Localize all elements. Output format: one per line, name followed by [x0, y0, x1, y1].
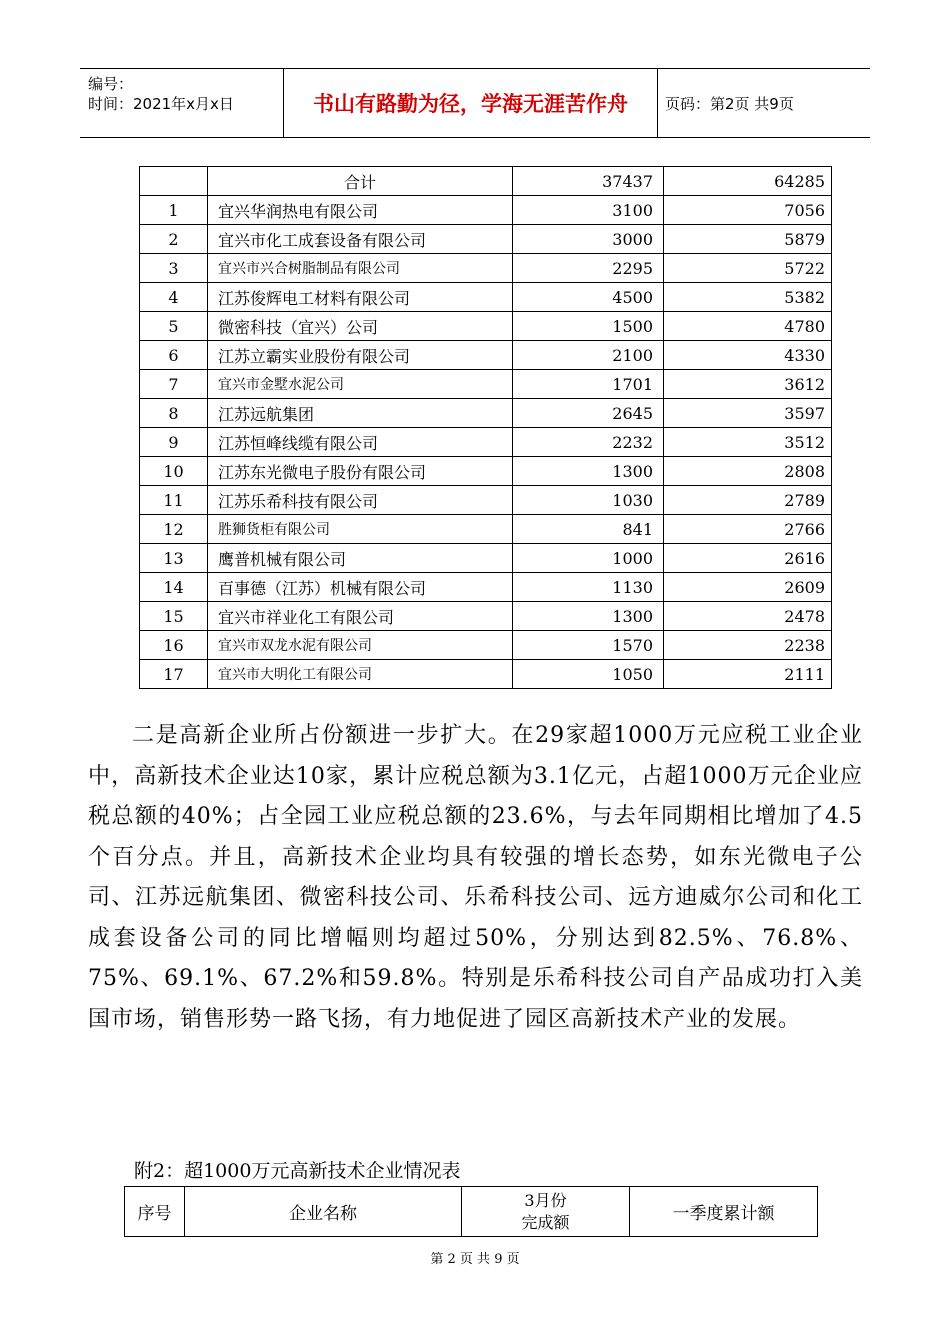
table-row: [140, 341, 832, 370]
table-row: [140, 515, 832, 544]
header-motto: 书山有路勤为径，学海无涯苦作舟: [283, 69, 658, 137]
company-name: 鹰普机械有限公司: [208, 544, 513, 573]
table-row: [140, 544, 832, 573]
company-name: 宜兴市双龙水泥有限公司: [208, 631, 513, 660]
row-number: 8: [140, 399, 208, 428]
value-col2: 1701: [513, 370, 664, 399]
row-number: 2: [140, 225, 208, 254]
value-col2: 1030: [513, 486, 664, 515]
company-name: 宜兴市化工成套设备有限公司: [208, 225, 513, 254]
value-col3: 2238: [664, 631, 832, 660]
company-name: 宜兴市大明化工有限公司: [208, 660, 513, 689]
table-row: [140, 312, 832, 341]
body-paragraph: [88, 716, 863, 1040]
value-col2: 1300: [513, 457, 664, 486]
row-number: 1: [140, 196, 208, 225]
header-number: 编号：: [88, 75, 134, 93]
row-number: 4: [140, 283, 208, 312]
company-name: 江苏远航集团: [208, 399, 513, 428]
value-col3: 2789: [664, 486, 832, 515]
row-number: 7: [140, 370, 208, 399]
company-tax-table: [139, 166, 832, 689]
table-row: [140, 457, 832, 486]
table-row: [140, 486, 832, 515]
value-col2: 2295: [513, 254, 664, 283]
value-col2: 2100: [513, 341, 664, 370]
value-col3: 2766: [664, 515, 832, 544]
value-col3: 2616: [664, 544, 832, 573]
company-name: 宜兴市金墅水泥公司: [208, 370, 513, 399]
table-row: [140, 225, 832, 254]
appendix-col-month-line2: 完成额: [521, 1212, 570, 1232]
company-name: 江苏立霸实业股份有限公司: [208, 341, 513, 370]
company-name: 百事德（江苏）机械有限公司: [208, 573, 513, 602]
value-col3: 4780: [664, 312, 832, 341]
row-number: 10: [140, 457, 208, 486]
company-name: 宜兴华润热电有限公司: [208, 196, 513, 225]
value-col3: 7056: [664, 196, 832, 225]
value-col2: 1050: [513, 660, 664, 689]
row-number: 9: [140, 428, 208, 457]
row-number: 16: [140, 631, 208, 660]
value-col2: 1500: [513, 312, 664, 341]
table-row: [140, 283, 832, 312]
row-number: 3: [140, 254, 208, 283]
appendix-caption: 附2：超1000万元高新技术企业情况表: [134, 1160, 461, 1182]
row-number: 13: [140, 544, 208, 573]
value-col2: 2645: [513, 399, 664, 428]
page-header: [80, 68, 870, 138]
appendix-col-quarter: 一季度累计额: [630, 1187, 818, 1237]
table-row: [140, 399, 832, 428]
row-number: 14: [140, 573, 208, 602]
value-col3: 4330: [664, 341, 832, 370]
total-col3: 64285: [664, 167, 832, 196]
value-col2: 3000: [513, 225, 664, 254]
value-col3: 5879: [664, 225, 832, 254]
value-col3: 2808: [664, 457, 832, 486]
company-name: 胜狮货柜有限公司: [208, 515, 513, 544]
table-row: [140, 573, 832, 602]
table-row: [140, 428, 832, 457]
appendix-col-name: 企业名称: [185, 1187, 462, 1237]
total-label: 合计: [208, 167, 513, 196]
row-number: 6: [140, 341, 208, 370]
page-footer: 第 2 页 共 9 页: [430, 1252, 520, 1267]
total-col2: 37437: [513, 167, 664, 196]
value-col2: 1570: [513, 631, 664, 660]
header-time: 时间：2021年x月x日: [88, 95, 234, 113]
table-row: [140, 602, 832, 631]
paragraph-text: 二是高新企业所占份额进一步扩大。在29家超1000万元应税工业企业中，高新技术企业达10家，累计应税总额为3.1亿元，占超1000万元企业应税总额的40%；占全园工业应税总额的23.6%，与去年同期相比增加了4.5个百分点。并且，高新技术企业均具有较强的增长态势，如东光微电子公司、江苏远航集团、微密科技公司、乐希科技公司、远方迪威尔公司和化工成套设备公司的同比增幅则均超过50%，分别达到82.5%、76.8%、75%、69.1%、67.2%和59.8%。特别是乐希科技公司自产品成功打入美国市场，销售形势一路飞扬，有力地促进了园区高新技术产业的发展。: [88, 723, 863, 1032]
company-name: 微密科技（宜兴）公司: [208, 312, 513, 341]
value-col2: 1130: [513, 573, 664, 602]
appendix-col-month-line1: 3月份: [524, 1190, 567, 1210]
appendix-header-row: [125, 1187, 818, 1237]
company-name: 江苏俊辉电工材料有限公司: [208, 283, 513, 312]
row-number: 12: [140, 515, 208, 544]
table-total-row: [140, 167, 832, 196]
table-row: [140, 370, 832, 399]
company-name: 江苏东光微电子股份有限公司: [208, 457, 513, 486]
value-col2: 3100: [513, 196, 664, 225]
value-col3: 5382: [664, 283, 832, 312]
appendix-col-month: [462, 1187, 630, 1237]
row-number: 17: [140, 660, 208, 689]
value-col3: 2609: [664, 573, 832, 602]
table-row: [140, 254, 832, 283]
company-name: 宜兴市兴合树脂制品有限公司: [208, 254, 513, 283]
value-col3: 5722: [664, 254, 832, 283]
value-col2: 4500: [513, 283, 664, 312]
value-col2: 1000: [513, 544, 664, 573]
company-name: 江苏恒峰线缆有限公司: [208, 428, 513, 457]
header-meta: [80, 69, 283, 137]
table-cell: [140, 167, 208, 196]
value-col3: 2478: [664, 602, 832, 631]
value-col3: 3512: [664, 428, 832, 457]
header-page-code: 页码：第2页 共9页: [665, 94, 794, 113]
row-number: 5: [140, 312, 208, 341]
table-row: [140, 660, 832, 689]
value-col3: 3597: [664, 399, 832, 428]
company-name: 宜兴市祥业化工有限公司: [208, 602, 513, 631]
row-number: 11: [140, 486, 208, 515]
value-col2: 2232: [513, 428, 664, 457]
table-row: [140, 631, 832, 660]
company-name: 江苏乐希科技有限公司: [208, 486, 513, 515]
appendix-table: [124, 1186, 818, 1237]
appendix-col-no: 序号: [125, 1187, 185, 1237]
value-col3: 2111: [664, 660, 832, 689]
row-number: 15: [140, 602, 208, 631]
value-col2: 841: [513, 515, 664, 544]
table-row: [140, 196, 832, 225]
value-col2: 1300: [513, 602, 664, 631]
value-col3: 3612: [664, 370, 832, 399]
